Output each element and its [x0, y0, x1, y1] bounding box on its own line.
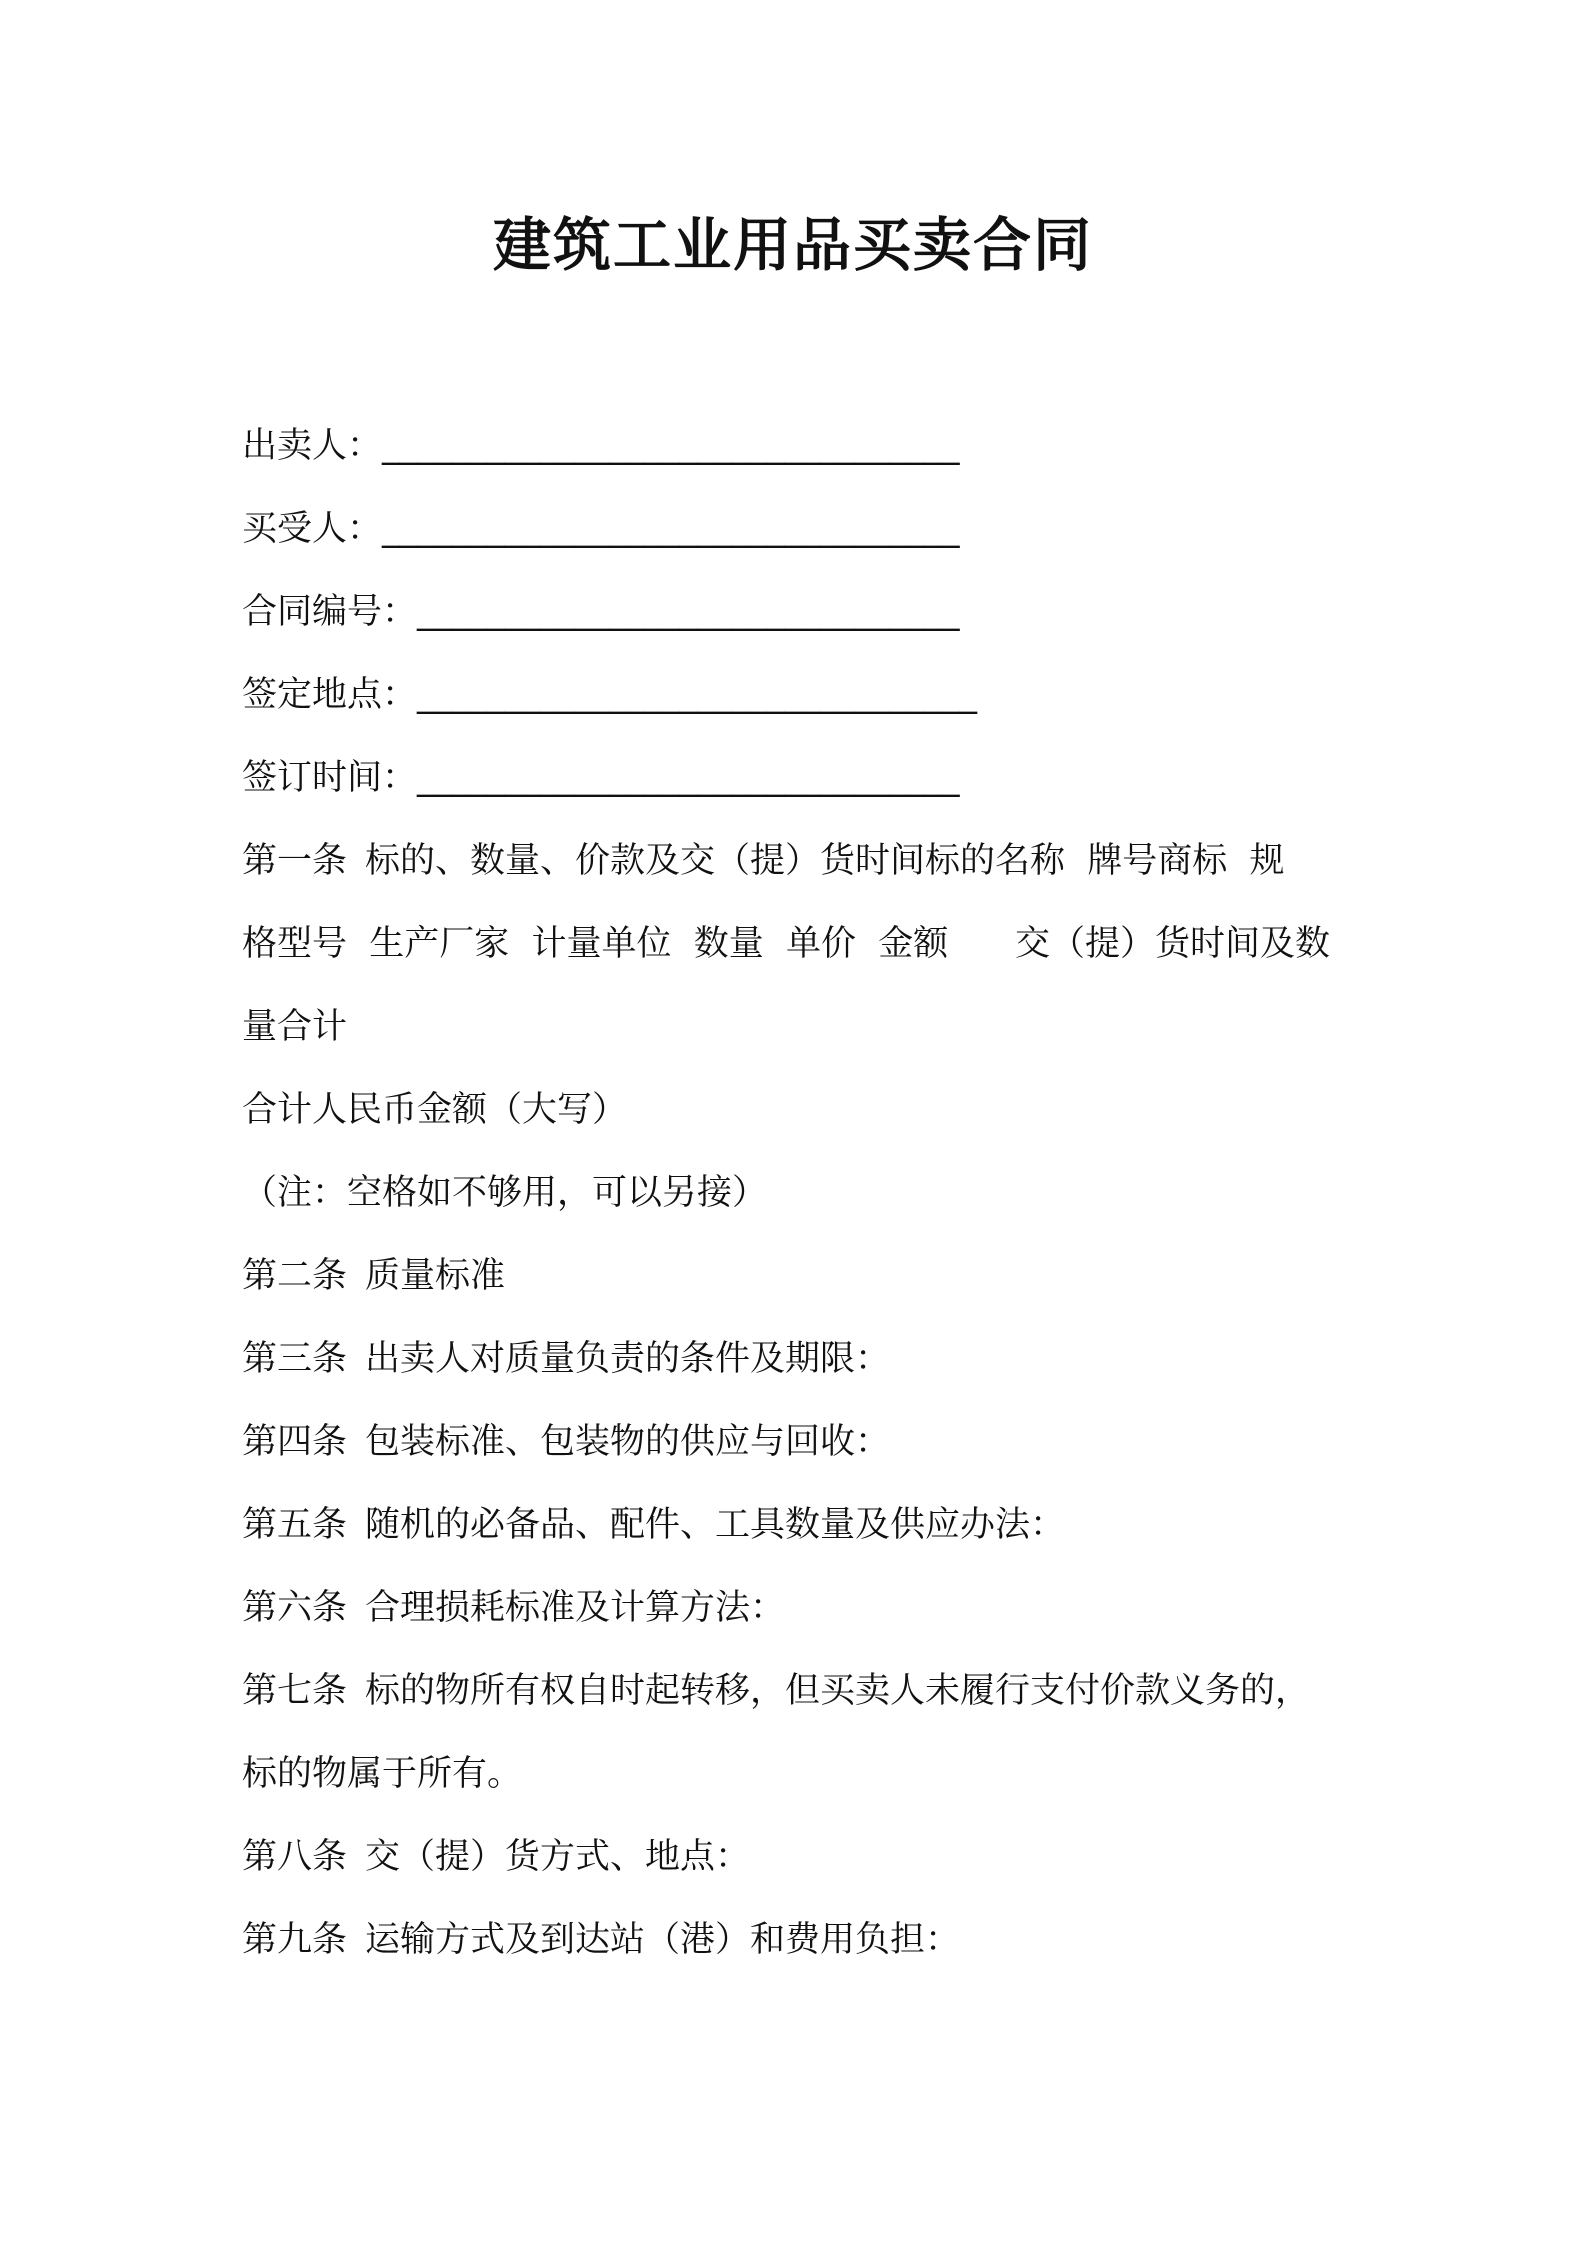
- clause-number: 第四条: [242, 1422, 348, 1462]
- clause-text: 标的、数量、价款及交（提）货时间标的名称 牌号商标 规: [365, 841, 1285, 881]
- field-label: 出卖人：: [242, 426, 383, 466]
- field-blank: _________________________________: [382, 509, 960, 549]
- clause-1-line-1: [242, 820, 1382, 903]
- field-label: 签定地点：: [242, 675, 418, 715]
- clause-number: 第七条: [242, 1671, 348, 1711]
- clause-number: 第三条: [242, 1339, 348, 1379]
- clause-number: 第八条: [242, 1837, 348, 1877]
- clause-text: 出卖人对质量负责的条件及期限：: [365, 1339, 891, 1379]
- total-amount-line: 合计人民币金额（大写）: [242, 1090, 628, 1130]
- field-label: 买受人：: [242, 509, 383, 549]
- field-contract-number: [242, 571, 1382, 654]
- clause-text: 随机的必备品、配件、工具数量及供应办法：: [365, 1505, 1066, 1545]
- field-label: 签订时间：: [242, 758, 418, 798]
- field-signing-place: [242, 654, 1382, 737]
- clause-5: [242, 1484, 1382, 1567]
- clause-text: 交（提）货方式、地点：: [365, 1837, 751, 1877]
- field-buyer: [242, 488, 1382, 571]
- clause-number: 第九条: [242, 1920, 348, 1960]
- clause-1-line-3: 量合计: [242, 1007, 348, 1047]
- clause-text: 包装标准、包装物的供应与回收：: [365, 1422, 891, 1462]
- clause-text: 质量标准: [365, 1256, 506, 1296]
- clause-7-line-2: 标的物属于所有。: [242, 1754, 523, 1794]
- clause-number: 第五条: [242, 1505, 348, 1545]
- clause-3: [242, 1318, 1382, 1401]
- clause-7-line-1: [242, 1650, 1382, 1733]
- field-signing-time: [242, 737, 1382, 820]
- clause-2: [242, 1235, 1382, 1318]
- clause-4: [242, 1401, 1382, 1484]
- field-blank: _______________________________: [417, 758, 960, 798]
- clause-text: 运输方式及到达站（港）和费用负担：: [365, 1920, 961, 1960]
- note-line: （注：空格如不够用，可以另接）: [242, 1173, 768, 1213]
- contract-body: [242, 405, 1382, 1982]
- field-blank: _________________________________: [382, 426, 960, 466]
- clause-text: 合理损耗标准及计算方法：: [365, 1588, 786, 1628]
- clause-number: 第一条: [242, 841, 348, 881]
- field-label: 合同编号：: [242, 592, 418, 632]
- document-title: 建筑工业用品买卖合同: [492, 211, 1093, 279]
- clause-text: 标的物所有权自时起转移，但买卖人未履行支付价款义务的，: [365, 1671, 1311, 1711]
- clause-8: [242, 1816, 1382, 1899]
- field-blank: ________________________________: [417, 675, 978, 715]
- clause-6: [242, 1567, 1382, 1650]
- field-blank: _______________________________: [417, 592, 960, 632]
- clause-9: [242, 1899, 1382, 1982]
- clause-number: 第六条: [242, 1588, 348, 1628]
- field-seller: [242, 405, 1382, 488]
- clause-1-line-2: 格型号 生产厂家 计量单位 数量 单价 金额 交（提）货时间及数: [242, 924, 1331, 964]
- clause-number: 第二条: [242, 1256, 348, 1296]
